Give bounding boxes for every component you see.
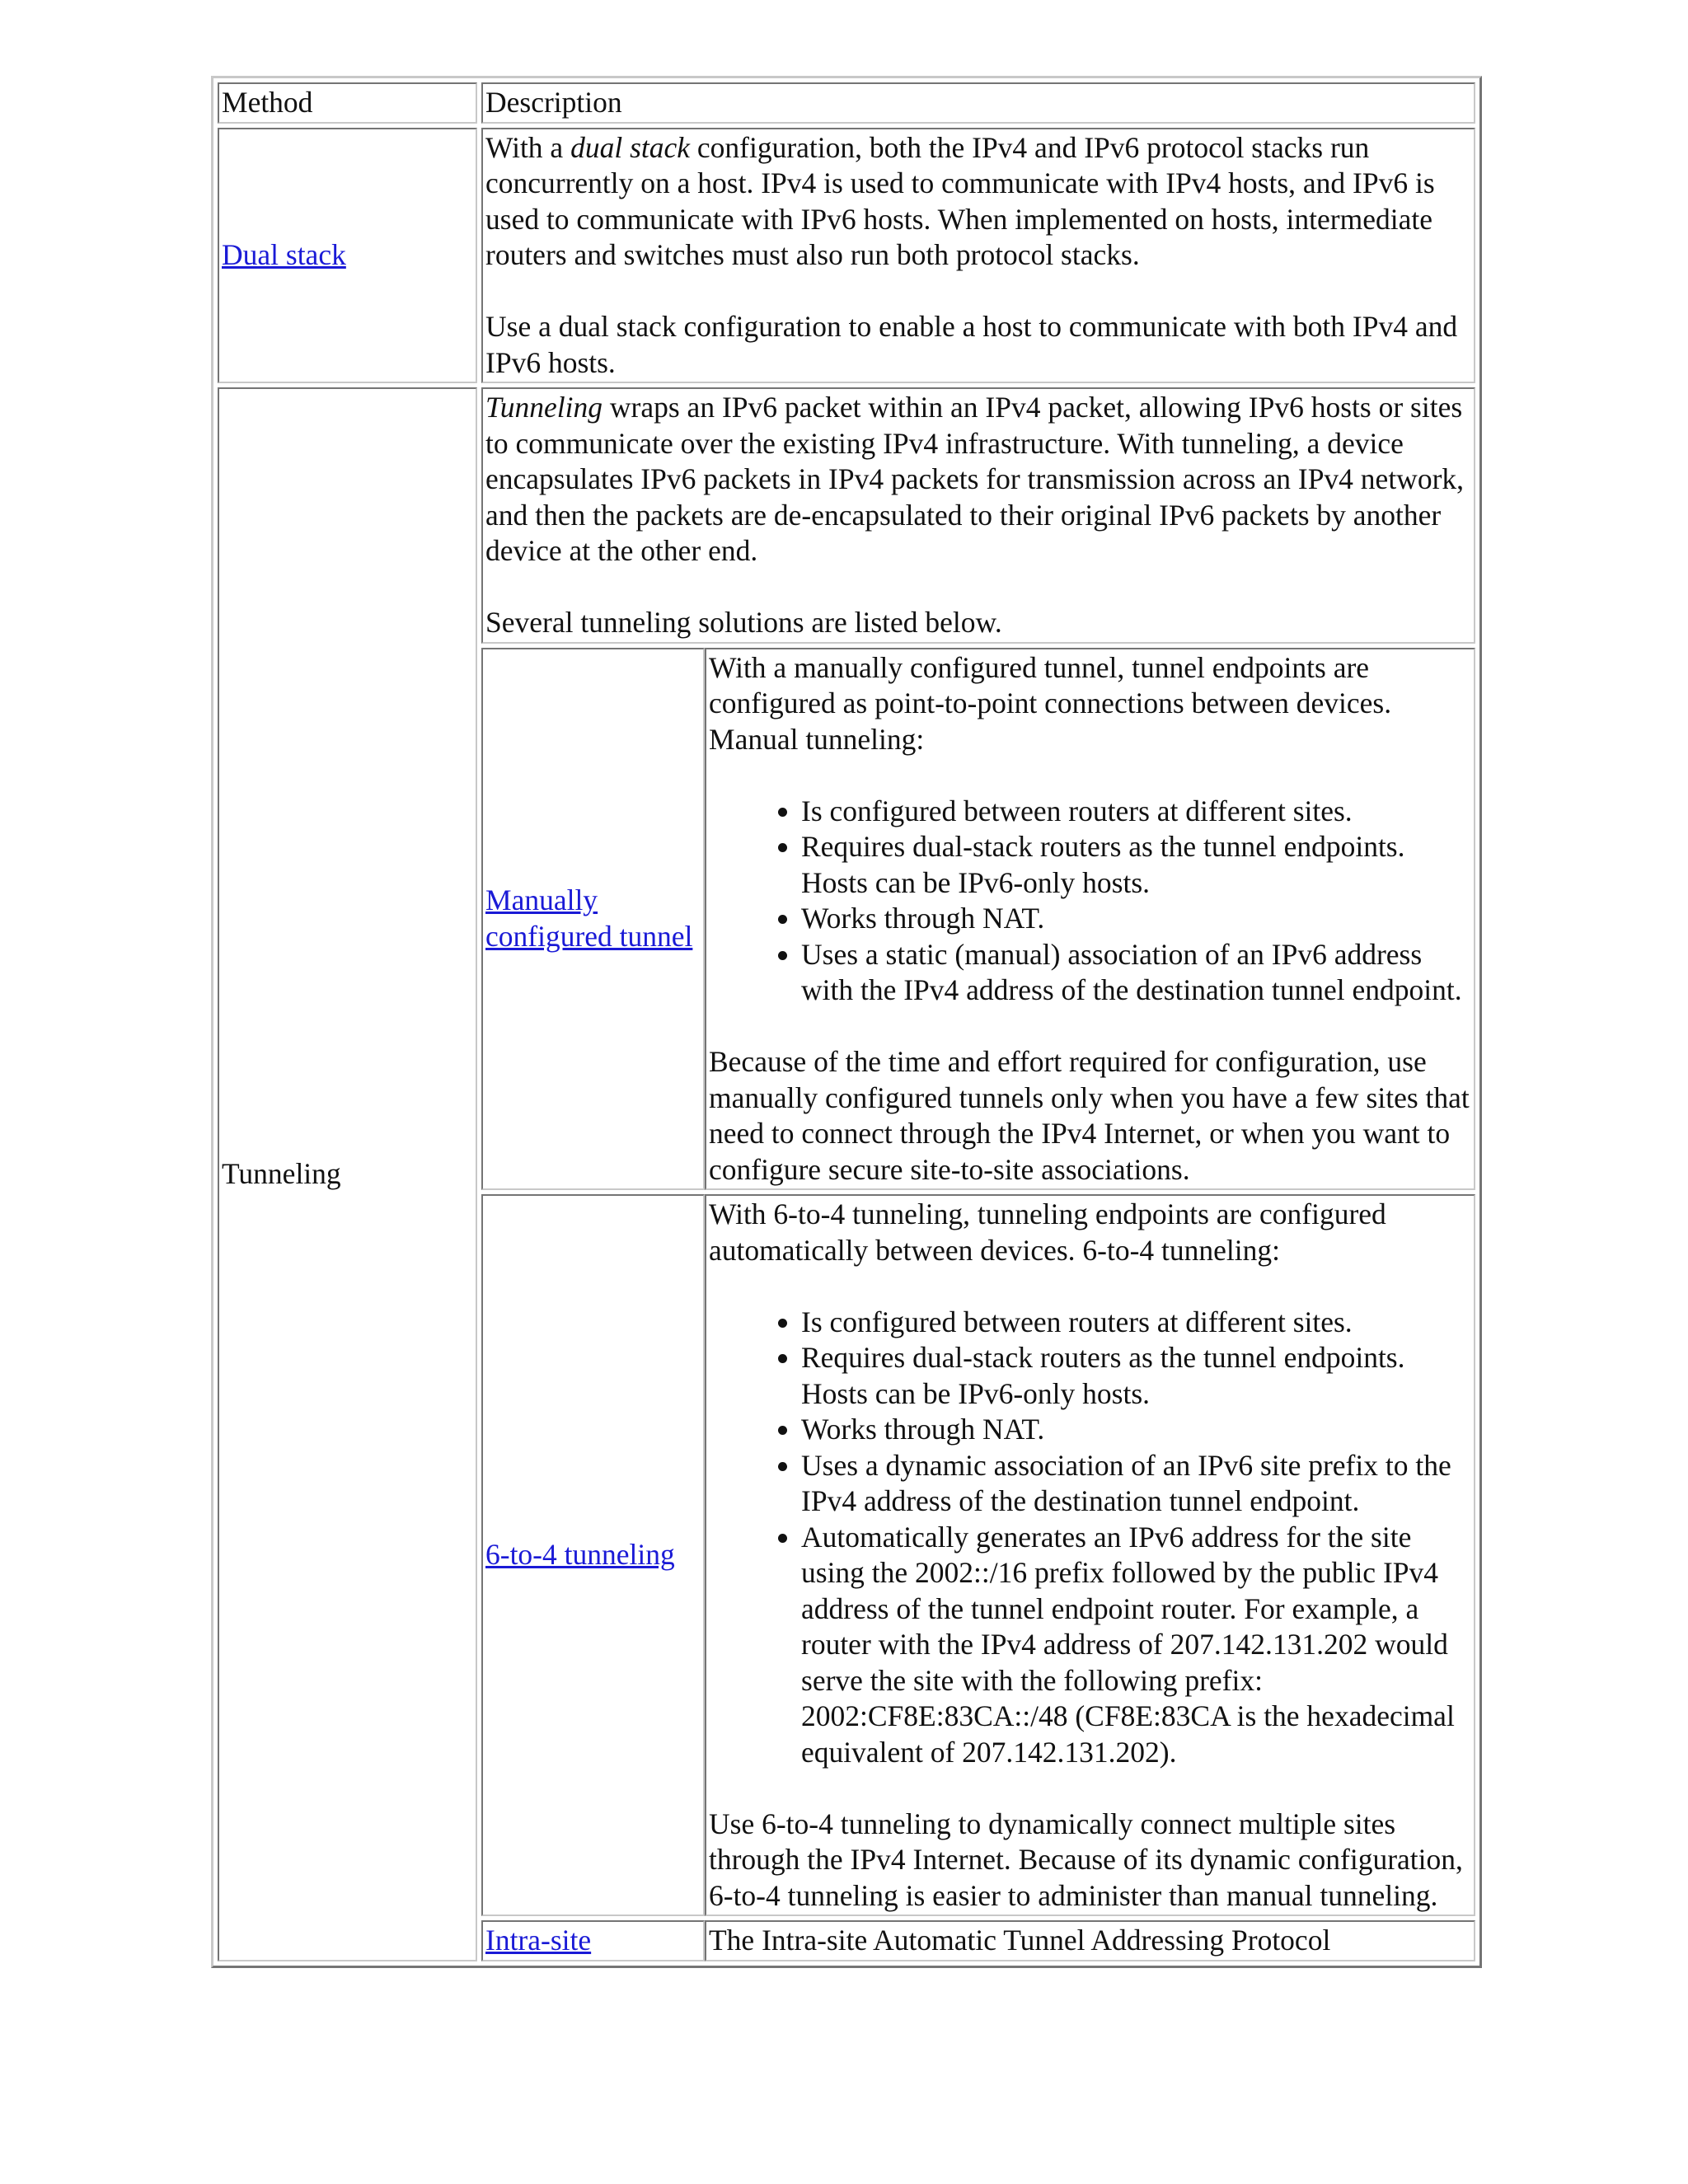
tunneling-solutions-note: Several tunneling solutions are listed below.: [485, 606, 1002, 639]
manual-tunnel-link[interactable]: Manually configured tunnel: [485, 883, 693, 953]
dual-stack-usage: Use a dual stack configuration to enable a host to communicate with both IPv4 and IPv6 hosts.: [485, 310, 1458, 379]
intra-site-intro: The Intra-site Automatic Tunnel Addressing Protocol: [709, 1924, 1331, 1957]
manual-tunnel-description-cell: [705, 648, 1475, 1191]
tunneling-intro-cell: [481, 387, 1475, 644]
six-to-four-description-cell: [705, 1194, 1475, 1916]
list-item: • Uses a dynamic association of an IPv6 site prefix to the IPv4 address of the destination tunnel endpoint.: [801, 1448, 1471, 1520]
header-row: [218, 82, 1475, 124]
intra-site-row: [481, 1920, 1475, 1961]
list-item: • Requires dual-stack routers as the tunnel endpoints. Hosts can be IPv6-only hosts.: [801, 829, 1471, 901]
tunneling-row: [218, 387, 1475, 1961]
manual-tunnel-intro: With a manually configured tunnel, tunnel endpoints are configured as point-to-point connections between devices. Manual tunneling:: [709, 650, 1392, 756]
list-item: • Works through NAT.: [801, 1412, 1471, 1448]
list-item: • Uses a static (manual) association of an IPv6 address with the IPv4 address of the destination tunnel endpoint.: [801, 937, 1471, 1009]
dual-stack-intro: [485, 130, 1471, 274]
list-item: • Is configured between routers at different sites.: [801, 1305, 1471, 1341]
six-to-four-bullets: [709, 1305, 1471, 1771]
dual-stack-term: dual stack: [570, 130, 691, 164]
dual-stack-intro-pre: With a: [485, 130, 571, 164]
tunneling-description-cell: [481, 387, 1475, 1961]
manual-tunnel-name-cell: [481, 648, 705, 1191]
tunneling-intro-post: wraps an IPv6 packet within an IPv4 packet, allowing IPv6 hosts or sites to communicate over the existing IPv4 infrastructure. With tunneling, a device encapsulates IPv6 packets in IPv4 packets for transmission across an IPv4 network, and then the packets are de-encapsulated to their original IPv6 packets by another device at the other end.: [485, 391, 1465, 567]
manual-tunnel-outro: Because of the time and effort required for configuration, use manually configured tunnels only when you have a few sites that need to connect through the IPv4 Internet, or when you want to configure secure site-to-site associations.: [709, 1045, 1470, 1186]
intra-site-name-cell: [481, 1920, 705, 1961]
dual-stack-intro-post: configuration, both the IPv4 and IPv6 protocol stacks run concurrently on a host. IPv4 is used to communicate with IPv4 hosts, and IPv6 is used to communicate with IPv6 hosts. When implemented on hosts, intermediate routers and switches must also run both protocol stacks.: [485, 130, 1435, 271]
tunneling-term: Tunneling: [485, 391, 603, 424]
dual-stack-method-cell: [218, 128, 477, 384]
tunneling-method: Tunneling: [218, 387, 477, 1961]
header-method: Method: [218, 82, 477, 124]
list-item: • Requires dual-stack routers as the tunnel endpoints. Hosts can be IPv6-only hosts.: [801, 1340, 1471, 1412]
dual-stack-link[interactable]: Dual stack: [222, 238, 346, 271]
dual-stack-row: [218, 128, 1475, 384]
manual-tunnel-bullets: [709, 794, 1471, 1009]
header-description: Description: [481, 82, 1475, 124]
tunneling-intro: [485, 390, 1471, 569]
list-item: • Is configured between routers at different sites.: [801, 794, 1471, 830]
six-to-four-name-cell: [481, 1194, 705, 1916]
tunneling-solutions-table: [481, 644, 1475, 1966]
six-to-four-row: [481, 1194, 1475, 1916]
intra-site-link[interactable]: Intra-site: [485, 1924, 592, 1957]
six-to-four-intro: With 6-to-4 tunneling, tunneling endpoints are configured automatically between devices. 6-to-4 tunneling:: [709, 1197, 1386, 1267]
intra-site-description-cell: [705, 1920, 1475, 1961]
list-item: • Automatically generates an IPv6 address for the site using the 2002::/16 prefix followed by the public IPv4 address of the tunnel endpoint router. For example, a router with the IPv4 address of 207.142.131.202 would serve the site with the following prefix: 2002:CF8E:83CA::/48 (CF8E:83CA is the hexadecimal equivalent of 207.142.131.202).: [801, 1520, 1471, 1771]
list-item: • Works through NAT.: [801, 901, 1471, 937]
six-to-four-outro: Use 6-to-4 tunneling to dynamically connect multiple sites through the IPv4 Internet. Because of its dynamic configuration, 6-to-4 tunneling is easier to administer than manual tunneling.: [709, 1807, 1463, 1912]
ipv6-transition-methods-table: [211, 76, 1482, 1968]
dual-stack-description-cell: [481, 128, 1475, 384]
six-to-four-link[interactable]: 6-to-4 tunneling: [485, 1538, 675, 1572]
manual-tunnel-row: [481, 648, 1475, 1191]
